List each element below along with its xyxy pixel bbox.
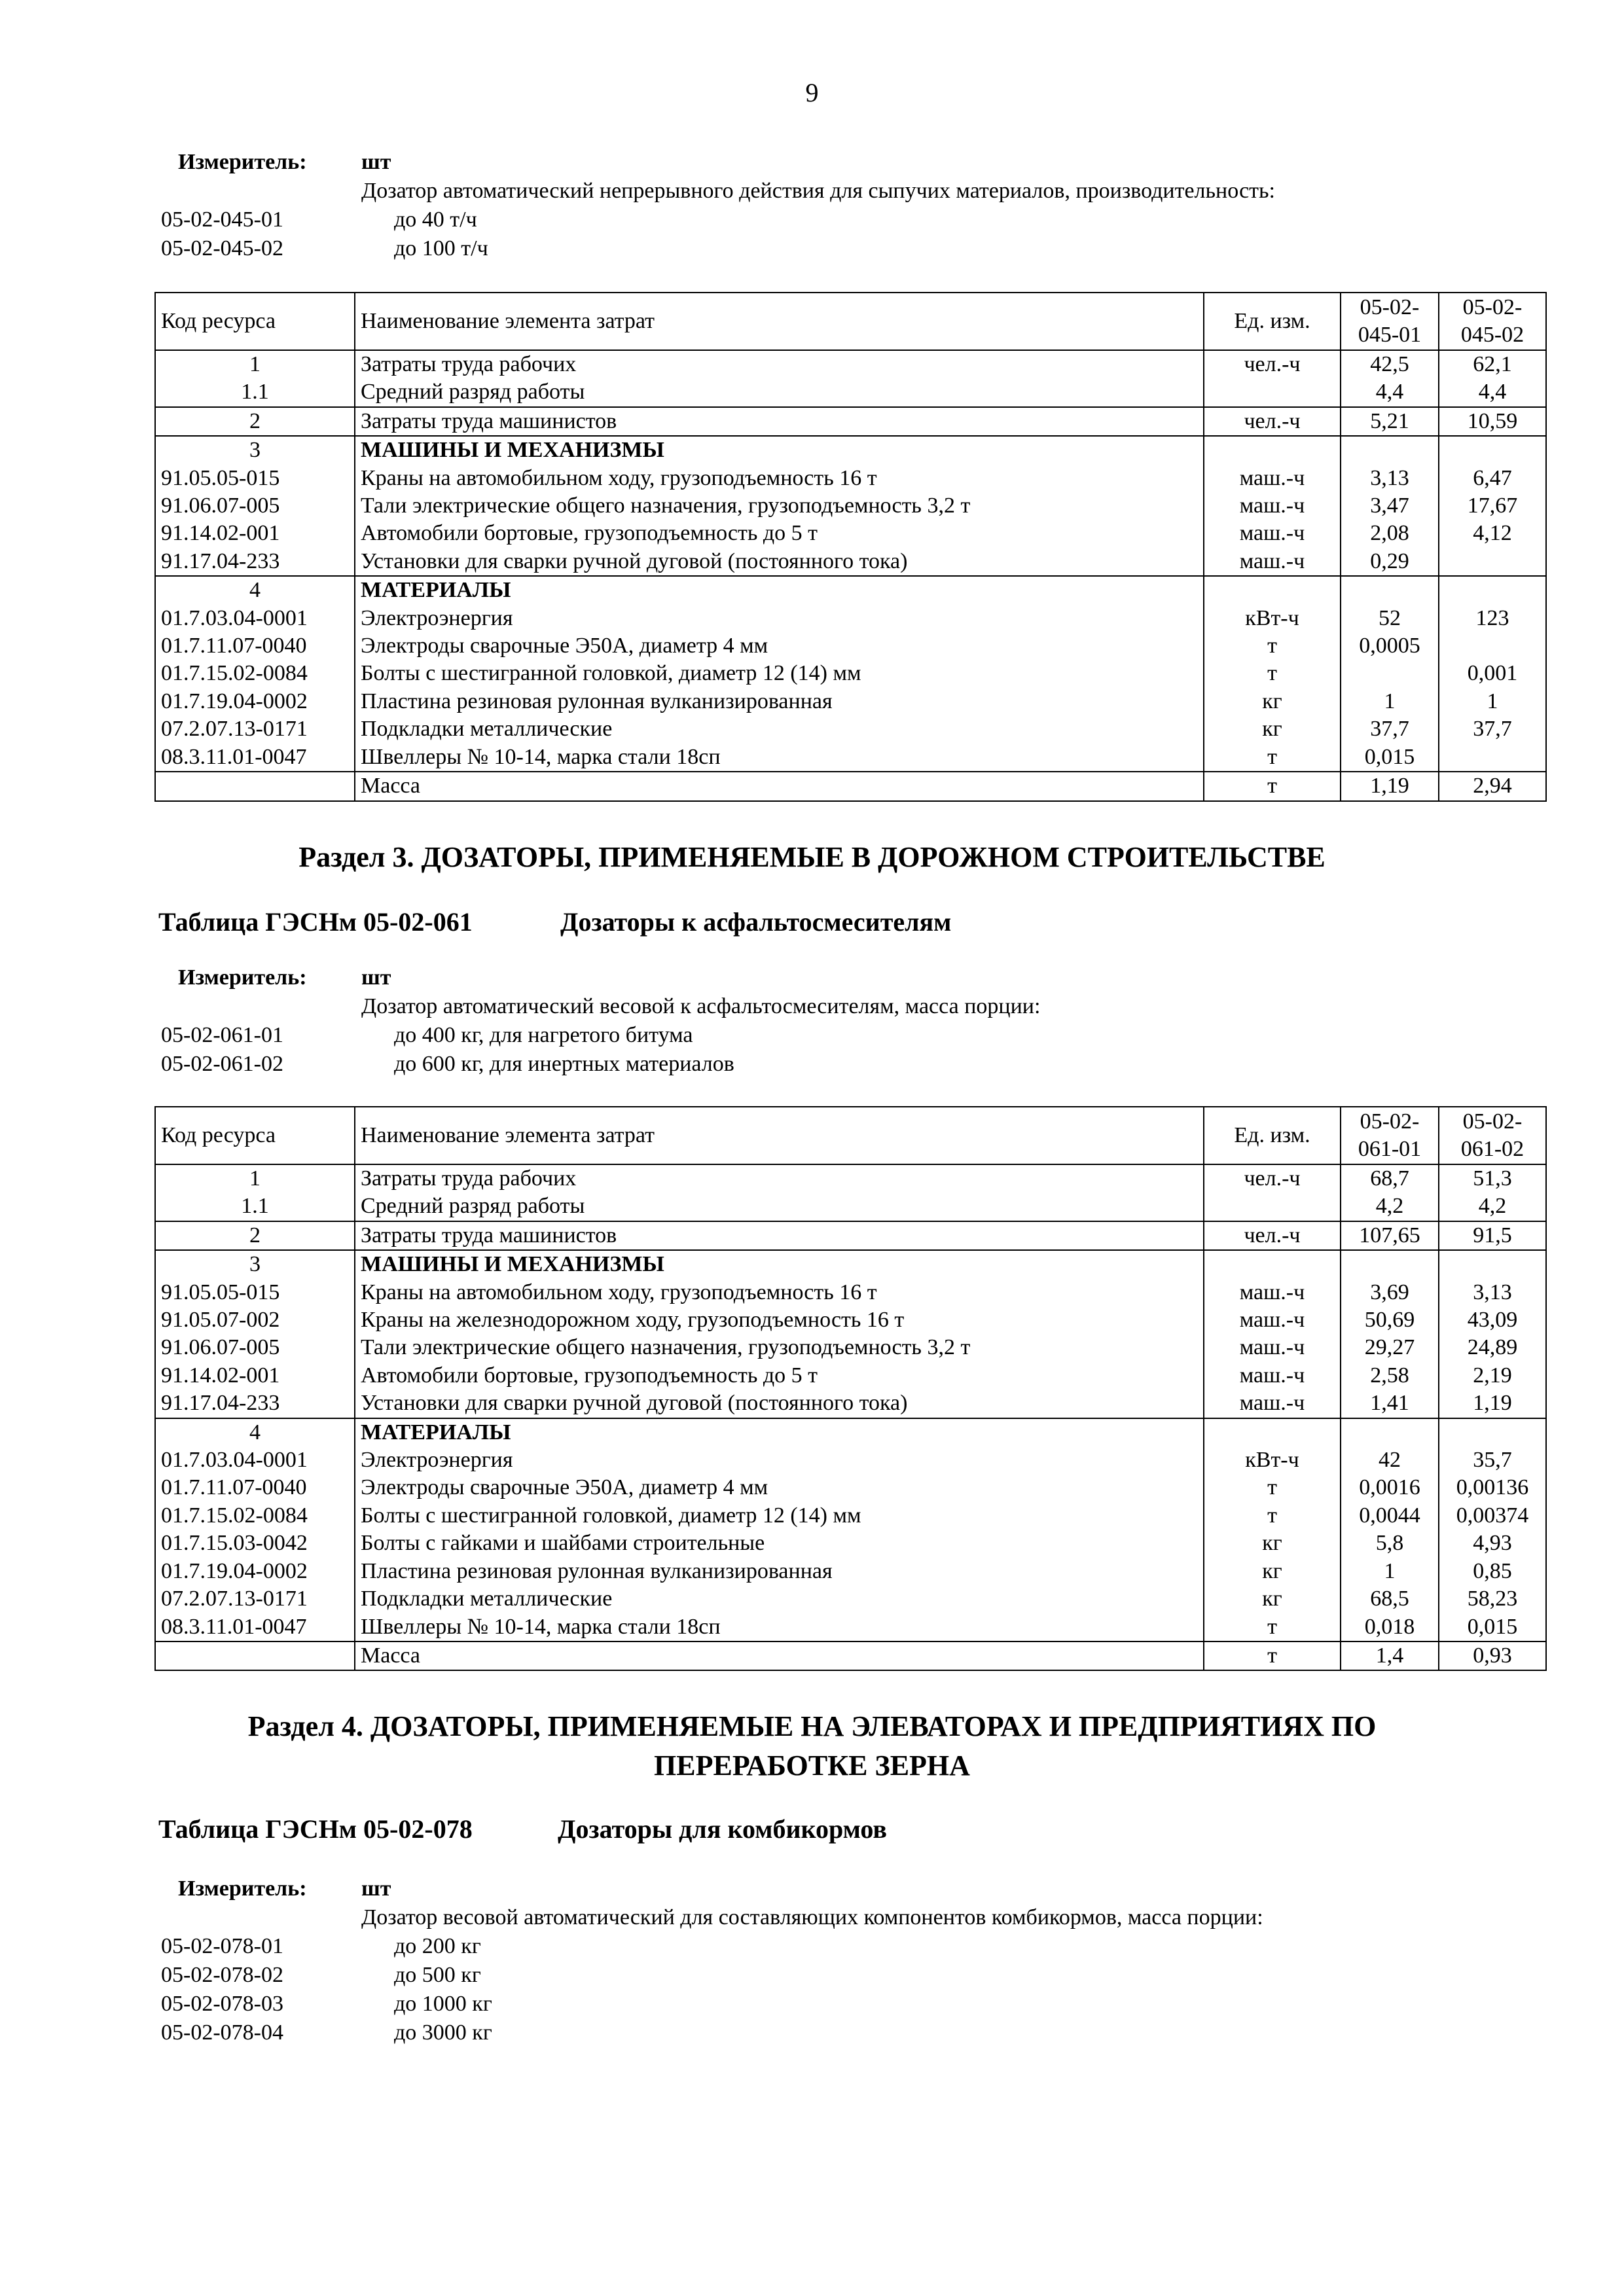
cell-value-1 <box>1341 1418 1439 1446</box>
table-row <box>155 492 1546 520</box>
item-code: 05-02-078-01 <box>161 1934 283 1958</box>
table-row <box>155 605 1546 632</box>
cell-code: 91.05.07-002 <box>155 1306 355 1334</box>
cell-value-1: 4,2 <box>1341 1193 1439 1221</box>
cell-value-2: 123 <box>1439 605 1546 632</box>
cell-name: Швеллеры № 10-14, марка стали 18сп <box>355 1613 1204 1641</box>
cell-unit: кг <box>1204 1558 1341 1585</box>
cell-value-1: 0,0044 <box>1341 1502 1439 1530</box>
item-text: до 40 т/ч <box>394 207 477 232</box>
cell-name: МАТЕРИАЛЫ <box>355 576 1204 604</box>
item-text: до 500 кг <box>394 1963 481 1987</box>
item-text: до 3000 кг <box>394 2020 492 2045</box>
cell-value-1: 42,5 <box>1341 350 1439 378</box>
cell-code: 91.05.05-015 <box>155 465 355 492</box>
cell-code: 01.7.15.02-0084 <box>155 1502 355 1530</box>
cell-value-2: 24,89 <box>1439 1334 1546 1361</box>
cell-unit: чел.-ч <box>1204 1221 1341 1250</box>
cell-value-1: 50,69 <box>1341 1306 1439 1334</box>
cell-value-1: 5,21 <box>1341 407 1439 436</box>
cell-value-2: 43,09 <box>1439 1306 1546 1334</box>
cell-value-1 <box>1341 576 1439 604</box>
cell-value-2 <box>1439 632 1546 660</box>
cell-code: 07.2.07.13-0171 <box>155 1585 355 1613</box>
cell-name: Электроэнергия <box>355 1446 1204 1474</box>
cell-value-2: 51,3 <box>1439 1164 1546 1193</box>
cell-value-1: 2,58 <box>1341 1362 1439 1390</box>
cell-value-1 <box>1341 660 1439 687</box>
cell-value-2: 58,23 <box>1439 1585 1546 1613</box>
table-2-title: Дозаторы к асфальтосмесителям <box>560 907 952 937</box>
cell-value-2 <box>1439 1418 1546 1446</box>
cell-unit: чел.-ч <box>1204 350 1341 378</box>
cell-value-1: 2,08 <box>1341 520 1439 547</box>
cell-value-1 <box>1341 1250 1439 1278</box>
table-row <box>155 632 1546 660</box>
cell-value-2: 4,2 <box>1439 1193 1546 1221</box>
item-code: 05-02-045-02 <box>161 236 283 260</box>
cell-unit: т <box>1204 1502 1341 1530</box>
cell-code: 91.14.02-001 <box>155 1362 355 1390</box>
cell-value-2: 4,93 <box>1439 1530 1546 1557</box>
item-text: до 400 кг, для нагретого битума <box>394 1023 693 1047</box>
cell-code: 01.7.11.07-0040 <box>155 1474 355 1501</box>
cell-value-2: 1,19 <box>1439 1390 1546 1418</box>
cell-code: 01.7.03.04-0001 <box>155 1446 355 1474</box>
item-description: Дозатор автоматический непрерывного действия для сыпучих материалов, производительность: <box>361 179 1275 203</box>
cell-unit: т <box>1204 1641 1341 1670</box>
cell-unit: маш.-ч <box>1204 1390 1341 1418</box>
cell-unit: т <box>1204 772 1341 800</box>
cell-code: 91.05.05-015 <box>155 1279 355 1306</box>
cell-name: Болты с гайками и шайбами строительные <box>355 1530 1204 1557</box>
cell-code <box>155 1641 355 1670</box>
cell-unit: маш.-ч <box>1204 1362 1341 1390</box>
resource-table-05-02-061 <box>154 1106 1547 1671</box>
cell-name: Болты с шестигранной головкой, диаметр 12 (14) мм <box>355 660 1204 687</box>
cell-value-2: 17,67 <box>1439 492 1546 520</box>
cell-value-2: 10,59 <box>1439 407 1546 436</box>
cell-unit <box>1204 1418 1341 1446</box>
cell-name: Краны на автомобильном ходу, грузоподъемность 16 т <box>355 1279 1204 1306</box>
cell-code: 07.2.07.13-0171 <box>155 715 355 743</box>
cell-value-1: 5,8 <box>1341 1530 1439 1557</box>
cell-value-2: 0,93 <box>1439 1641 1546 1670</box>
cell-name: Масса <box>355 772 1204 800</box>
header-name: Наименование элемента затрат <box>355 293 1204 350</box>
table-row <box>155 1390 1546 1418</box>
cell-name: Затраты труда рабочих <box>355 350 1204 378</box>
table-row <box>155 1558 1546 1585</box>
cell-code: 1 <box>155 350 355 378</box>
cell-name: Болты с шестигранной головкой, диаметр 12 (14) мм <box>355 1502 1204 1530</box>
header-code: Код ресурса <box>155 293 355 350</box>
meter-label: Измеритель: <box>178 965 307 990</box>
cell-name: Подкладки металлические <box>355 715 1204 743</box>
table-row <box>155 1641 1546 1670</box>
cell-value-1: 42 <box>1341 1446 1439 1474</box>
cell-name: Швеллеры № 10-14, марка стали 18сп <box>355 744 1204 772</box>
cell-name: Тали электрические общего назначения, грузоподъемность 3,2 т <box>355 492 1204 520</box>
cell-value-1: 3,69 <box>1341 1279 1439 1306</box>
cell-unit: т <box>1204 660 1341 687</box>
section-3-title: Раздел 3. ДОЗАТОРЫ, ПРИМЕНЯЕМЫЕ В ДОРОЖНОМ СТРОИТЕЛЬСТВЕ <box>298 841 1326 873</box>
cell-unit: кВт-ч <box>1204 605 1341 632</box>
table-row <box>155 1306 1546 1334</box>
cell-unit: маш.-ч <box>1204 548 1341 576</box>
section-4-title-line2: ПЕРЕРАБОТКЕ ЗЕРНА <box>654 1749 970 1782</box>
cell-value-1: 29,27 <box>1341 1334 1439 1361</box>
cell-code: 08.3.11.01-0047 <box>155 744 355 772</box>
cell-value-2 <box>1439 548 1546 576</box>
cell-code: 2 <box>155 407 355 436</box>
cell-code: 2 <box>155 1221 355 1250</box>
cell-code: 4 <box>155 576 355 604</box>
item-description: Дозатор автоматический весовой к асфальтосмесителям, масса порции: <box>361 994 1041 1018</box>
cell-value-2 <box>1439 436 1546 464</box>
table-row <box>155 1362 1546 1390</box>
cell-value-1: 0,018 <box>1341 1613 1439 1641</box>
table-row <box>155 660 1546 687</box>
header-col1: 05-02-061-01 <box>1341 1107 1439 1164</box>
item-code: 05-02-045-01 <box>161 207 283 232</box>
cell-name: Автомобили бортовые, грузоподъемность до 5 т <box>355 520 1204 547</box>
cell-name: Подкладки металлические <box>355 1585 1204 1613</box>
cell-unit: т <box>1204 632 1341 660</box>
cell-unit <box>1204 378 1341 406</box>
cell-value-2: 35,7 <box>1439 1446 1546 1474</box>
cell-unit: маш.-ч <box>1204 520 1341 547</box>
cell-value-2: 91,5 <box>1439 1221 1546 1250</box>
cell-code: 1 <box>155 1164 355 1193</box>
cell-value-2: 37,7 <box>1439 715 1546 743</box>
cell-name: Средний разряд работы <box>355 1193 1204 1221</box>
table-row <box>155 715 1546 743</box>
cell-name: МАШИНЫ И МЕХАНИЗМЫ <box>355 436 1204 464</box>
cell-value-1: 1 <box>1341 688 1439 715</box>
header-unit: Ед. изм. <box>1204 1107 1341 1164</box>
table-row <box>155 1474 1546 1501</box>
table-row <box>155 1502 1546 1530</box>
cell-unit: кг <box>1204 688 1341 715</box>
cell-value-2: 4,4 <box>1439 378 1546 406</box>
cell-value-2 <box>1439 576 1546 604</box>
cell-code: 1.1 <box>155 1193 355 1221</box>
cell-value-1 <box>1341 436 1439 464</box>
item-text: до 600 кг, для инертных материалов <box>394 1052 734 1076</box>
cell-value-1: 0,015 <box>1341 744 1439 772</box>
cell-name: Пластина резиновая рулонная вулканизированная <box>355 688 1204 715</box>
table-2-label: Таблица ГЭСНм 05-02-061 <box>158 907 473 937</box>
cell-value-1: 37,7 <box>1341 715 1439 743</box>
cell-value-2: 0,015 <box>1439 1613 1546 1641</box>
cell-name: Установки для сварки ручной дуговой (постоянного тока) <box>355 548 1204 576</box>
cell-unit: маш.-ч <box>1204 492 1341 520</box>
cell-value-1: 1,41 <box>1341 1390 1439 1418</box>
cell-value-1: 68,5 <box>1341 1585 1439 1613</box>
cell-value-2: 1 <box>1439 688 1546 715</box>
cell-value-2: 2,94 <box>1439 772 1546 800</box>
cell-name: Тали электрические общего назначения, грузоподъемность 3,2 т <box>355 1334 1204 1361</box>
cell-name: Электроды сварочные Э50А, диаметр 4 мм <box>355 632 1204 660</box>
table-row <box>155 1221 1546 1250</box>
cell-name: Автомобили бортовые, грузоподъемность до 5 т <box>355 1362 1204 1390</box>
table-row <box>155 576 1546 604</box>
cell-code: 91.06.07-005 <box>155 492 355 520</box>
table-row <box>155 548 1546 576</box>
cell-value-1: 0,29 <box>1341 548 1439 576</box>
cell-code: 3 <box>155 1250 355 1278</box>
table-row <box>155 1164 1546 1193</box>
cell-name: Пластина резиновая рулонная вулканизированная <box>355 1558 1204 1585</box>
table-row <box>155 1279 1546 1306</box>
cell-unit: чел.-ч <box>1204 1164 1341 1193</box>
cell-code: 01.7.03.04-0001 <box>155 605 355 632</box>
cell-unit: т <box>1204 744 1341 772</box>
cell-unit: кг <box>1204 1530 1341 1557</box>
table-row <box>155 772 1546 800</box>
cell-name: Электроды сварочные Э50А, диаметр 4 мм <box>355 1474 1204 1501</box>
cell-unit: маш.-ч <box>1204 1279 1341 1306</box>
table-row <box>155 407 1546 436</box>
meter-value: шт <box>361 1876 391 1901</box>
cell-unit: маш.-ч <box>1204 1334 1341 1361</box>
cell-value-1: 4,4 <box>1341 378 1439 406</box>
cell-value-1: 1 <box>1341 1558 1439 1585</box>
table-row <box>155 688 1546 715</box>
table-row <box>155 744 1546 772</box>
cell-name: МАТЕРИАЛЫ <box>355 1418 1204 1446</box>
header-col2: 05-02-045-02 <box>1439 293 1546 350</box>
cell-code: 1.1 <box>155 378 355 406</box>
cell-value-2: 4,12 <box>1439 520 1546 547</box>
item-text: до 1000 кг <box>394 1992 492 2016</box>
table-row <box>155 1193 1546 1221</box>
item-text: до 100 т/ч <box>394 236 488 260</box>
section-4-title-line1: Раздел 4. ДОЗАТОРЫ, ПРИМЕНЯЕМЫЕ НА ЭЛЕВАТОРАХ И ПРЕДПРИЯТИЯХ ПО <box>247 1710 1377 1742</box>
table-row <box>155 1446 1546 1474</box>
cell-value-1: 3,13 <box>1341 465 1439 492</box>
cell-code: 01.7.11.07-0040 <box>155 632 355 660</box>
item-text: до 200 кг <box>394 1934 481 1958</box>
item-code: 05-02-078-03 <box>161 1992 283 2016</box>
cell-value-1: 1,4 <box>1341 1641 1439 1670</box>
cell-unit: кВт-ч <box>1204 1446 1341 1474</box>
cell-value-1: 0,0016 <box>1341 1474 1439 1501</box>
table-row <box>155 1250 1546 1278</box>
table-row <box>155 465 1546 492</box>
cell-name: Краны на автомобильном ходу, грузоподъемность 16 т <box>355 465 1204 492</box>
cell-value-2: 62,1 <box>1439 350 1546 378</box>
cell-value-1: 3,47 <box>1341 492 1439 520</box>
table-row <box>155 1334 1546 1361</box>
header-code: Код ресурса <box>155 1107 355 1164</box>
cell-name: Краны на железнодорожном ходу, грузоподъемность 16 т <box>355 1306 1204 1334</box>
cell-unit: маш.-ч <box>1204 1306 1341 1334</box>
cell-value-2: 2,19 <box>1439 1362 1546 1390</box>
cell-unit <box>1204 1250 1341 1278</box>
item-description: Дозатор весовой автоматический для составляющих компонентов комбикормов, масса порции: <box>361 1905 1263 1929</box>
cell-code: 91.17.04-233 <box>155 1390 355 1418</box>
table-header-row <box>155 293 1546 350</box>
cell-value-2 <box>1439 1250 1546 1278</box>
table-row <box>155 436 1546 464</box>
cell-name: Средний разряд работы <box>355 378 1204 406</box>
table-row <box>155 350 1546 378</box>
header-unit: Ед. изм. <box>1204 293 1341 350</box>
table-header-row <box>155 1107 1546 1164</box>
cell-name: Затраты труда рабочих <box>355 1164 1204 1193</box>
table-row <box>155 520 1546 547</box>
cell-name: Масса <box>355 1641 1204 1670</box>
meter-label: Измеритель: <box>178 1876 307 1901</box>
cell-name: Затраты труда машинистов <box>355 407 1204 436</box>
header-col2: 05-02-061-02 <box>1439 1107 1546 1164</box>
cell-value-1: 52 <box>1341 605 1439 632</box>
cell-code: 08.3.11.01-0047 <box>155 1613 355 1641</box>
cell-code: 01.7.19.04-0002 <box>155 688 355 715</box>
cell-code: 91.14.02-001 <box>155 520 355 547</box>
item-code: 05-02-061-01 <box>161 1023 283 1047</box>
cell-code: 91.06.07-005 <box>155 1334 355 1361</box>
table-row <box>155 1530 1546 1557</box>
cell-code <box>155 772 355 800</box>
meter-value: шт <box>361 150 391 174</box>
cell-value-2: 0,00374 <box>1439 1502 1546 1530</box>
cell-value-1: 107,65 <box>1341 1221 1439 1250</box>
cell-unit <box>1204 436 1341 464</box>
table-row <box>155 1613 1546 1641</box>
header-name: Наименование элемента затрат <box>355 1107 1204 1164</box>
cell-unit: чел.-ч <box>1204 407 1341 436</box>
cell-value-1: 1,19 <box>1341 772 1439 800</box>
cell-code: 01.7.19.04-0002 <box>155 1558 355 1585</box>
cell-code: 01.7.15.03-0042 <box>155 1530 355 1557</box>
cell-unit <box>1204 1193 1341 1221</box>
cell-name: Электроэнергия <box>355 605 1204 632</box>
item-code: 05-02-061-02 <box>161 1052 283 1076</box>
cell-code: 3 <box>155 436 355 464</box>
cell-value-2: 0,00136 <box>1439 1474 1546 1501</box>
table-row <box>155 1585 1546 1613</box>
cell-value-2 <box>1439 744 1546 772</box>
cell-value-1: 68,7 <box>1341 1164 1439 1193</box>
meter-value: шт <box>361 965 391 990</box>
table-row <box>155 1418 1546 1446</box>
table-3-label: Таблица ГЭСНм 05-02-078 <box>158 1814 473 1844</box>
cell-name: МАШИНЫ И МЕХАНИЗМЫ <box>355 1250 1204 1278</box>
page-number: 9 <box>805 78 819 107</box>
cell-value-2: 3,13 <box>1439 1279 1546 1306</box>
cell-code: 4 <box>155 1418 355 1446</box>
cell-value-1: 0,0005 <box>1341 632 1439 660</box>
cell-value-2: 0,001 <box>1439 660 1546 687</box>
item-code: 05-02-078-04 <box>161 2020 283 2045</box>
cell-unit: кг <box>1204 715 1341 743</box>
item-code: 05-02-078-02 <box>161 1963 283 1987</box>
table-3-title: Дозаторы для комбикормов <box>558 1814 888 1844</box>
cell-code: 01.7.15.02-0084 <box>155 660 355 687</box>
resource-table-05-02-045 <box>154 292 1547 802</box>
cell-value-2: 6,47 <box>1439 465 1546 492</box>
cell-value-2: 0,85 <box>1439 1558 1546 1585</box>
cell-unit: кг <box>1204 1585 1341 1613</box>
cell-name: Затраты труда машинистов <box>355 1221 1204 1250</box>
cell-unit: маш.-ч <box>1204 465 1341 492</box>
cell-unit <box>1204 576 1341 604</box>
cell-name: Установки для сварки ручной дуговой (постоянного тока) <box>355 1390 1204 1418</box>
header-col1: 05-02-045-01 <box>1341 293 1439 350</box>
cell-unit: т <box>1204 1613 1341 1641</box>
cell-unit: т <box>1204 1474 1341 1501</box>
cell-code: 91.17.04-233 <box>155 548 355 576</box>
meter-label: Измеритель: <box>178 150 307 174</box>
table-row <box>155 378 1546 406</box>
